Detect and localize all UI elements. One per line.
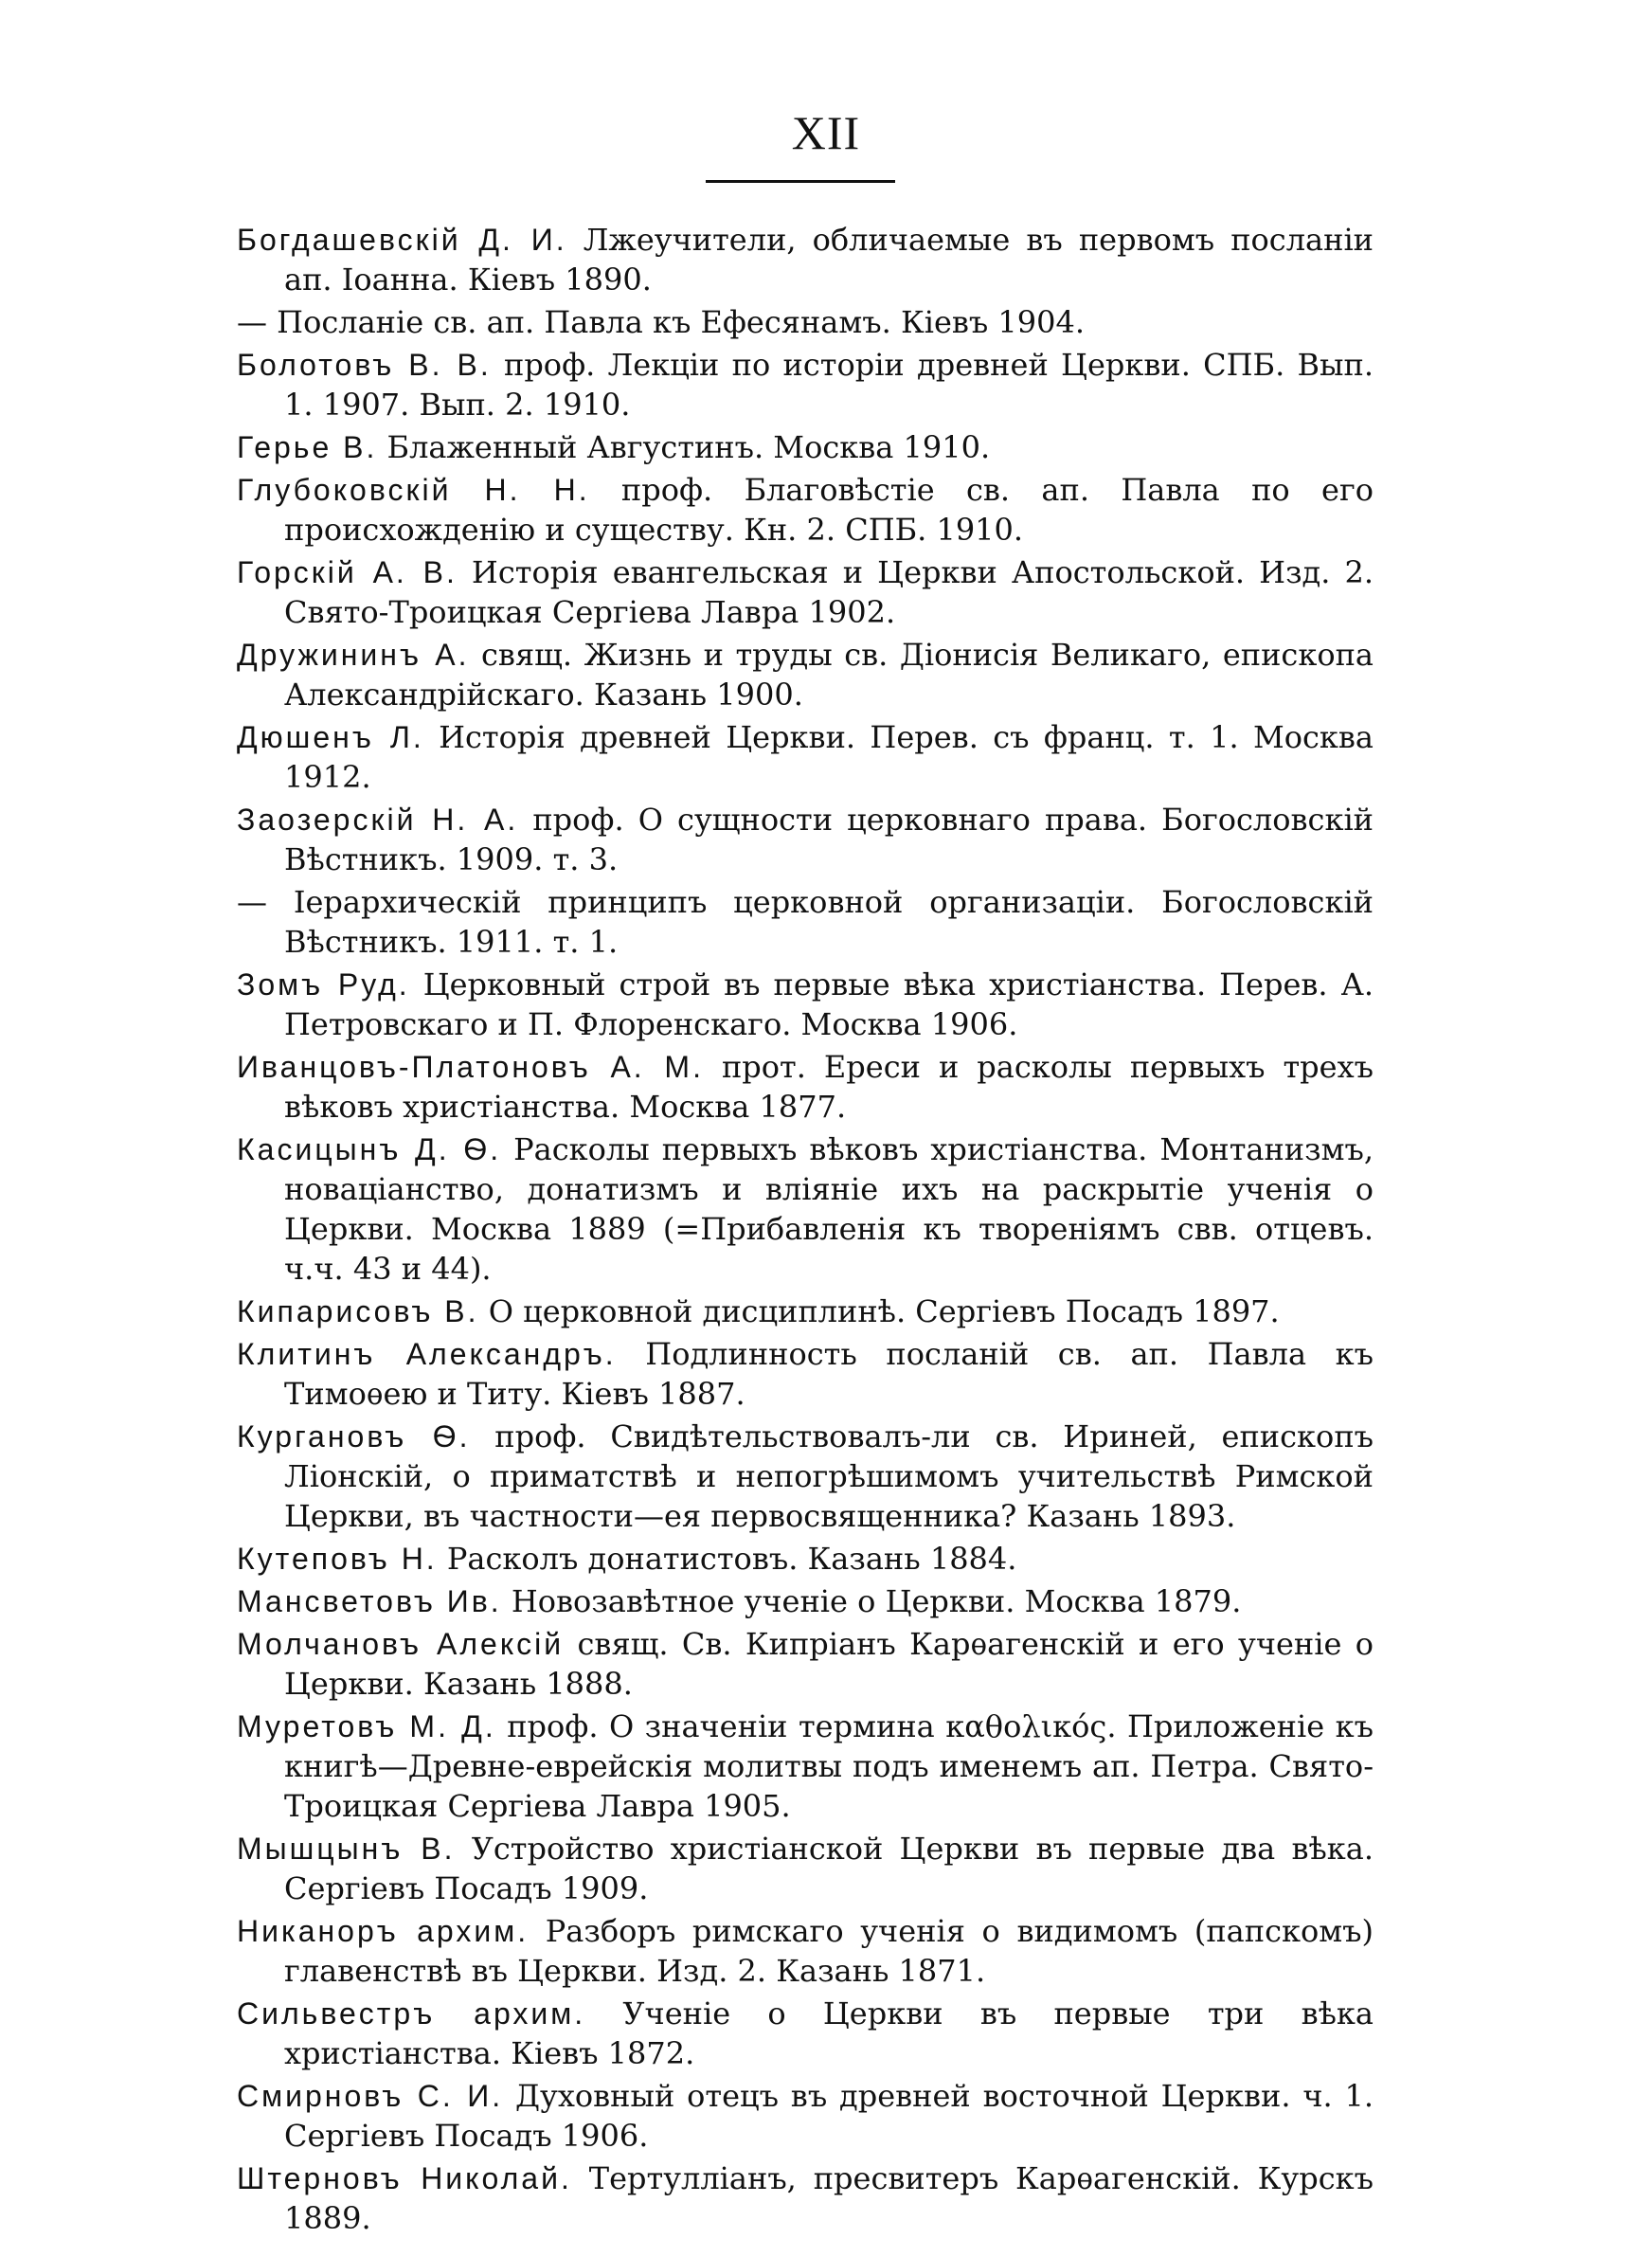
bibliography-entry (237, 1994, 1374, 2073)
entry-text: проф. О значеніи термина καθολικός. Приложеніе къ книгѣ—Древне-еврейскія молитвы подъ именемъ ап. Петра. Свято-Троицкая Сергіева Лавра 1905. (284, 1708, 1374, 1824)
bibliography-entry (237, 470, 1374, 550)
entry-text: проф. О сущности церковнаго права. Богословскій Вѣстникъ. 1909. т. 3. (284, 802, 1374, 877)
entry-text: Новозавѣтное ученіе о Церкви. Москва 1879. (501, 1583, 1242, 1619)
entry-author: Муретовъ М. Д. (237, 1709, 496, 1743)
entry-text: Расколы первыхъ вѣковъ христіанства. Монтанизмъ, новаціанство, донатизмъ и вліяніе ихъ на раскрытіе ученія о Церкви. Москва 1889 (=Прибавленія къ твореніямъ свв. отцевъ. ч.ч. 43 и 44). (284, 1131, 1374, 1287)
bibliography-entry (237, 1334, 1374, 1414)
entry-text: проф. Лекціи по исторіи древней Церкви. СПБ. Вып. 1. 1907. Вып. 2. 1910. (284, 347, 1374, 423)
bibliography-entry (237, 345, 1374, 424)
entry-text: Расколъ донатистовъ. Казань 1884. (437, 1541, 1017, 1577)
entry-text: — Іерархическій принципъ церковной организаціи. Богословскій Вѣстникъ. 1911. т. 1. (237, 884, 1374, 960)
entry-author: Штерновъ Николай. (237, 2161, 572, 2195)
entry-text: Церковный строй въ первые вѣка христіанства. Перев. А. Петровскаго и П. Флоренскаго. Москва 1906. (284, 966, 1374, 1042)
bibliography-entry (237, 1829, 1374, 1908)
entry-text: Разборъ римскаго ученія о видимомъ (папскомъ) главенствѣ въ Церкви. Изд. 2. Казань 1871. (284, 1913, 1374, 1989)
entry-author: Зомъ Руд. (237, 967, 410, 1002)
entry-author: Кипарисовъ В. (237, 1294, 479, 1328)
entry-text: Духовный отецъ въ древней восточной Церкви. ч. 1. Сергіевъ Посадъ 1906. (284, 2078, 1374, 2154)
bibliography-entry (237, 717, 1374, 797)
entry-text: свящ. Св. Кипріанъ Карѳагенскій и его ученіе о Церкви. Казань 1888. (284, 1626, 1374, 1702)
bibliography-entry (237, 1129, 1374, 1289)
entry-text: Исторія евангельская и Церкви Апостольской. Изд. 2. Свято-Троицкая Сергіева Лавра 1902. (284, 554, 1374, 630)
bibliography-entry (237, 1581, 1374, 1621)
entry-author: Иванцовъ-Платоновъ А. М. (237, 1050, 704, 1084)
entry-text: Подлинность посланій св. ап. Павла къ Тимоѳею и Титу. Кіевъ 1887. (284, 1336, 1374, 1412)
header-rule (706, 180, 895, 183)
entry-text: Лжеучители, обличаемые въ первомъ посланіи ап. Іоанна. Кіевъ 1890. (284, 222, 1374, 298)
entry-author: Никаноръ архим. (237, 1914, 530, 1948)
entry-text: Исторія древней Церкви. Перев. съ франц. т. 1. Москва 1912. (284, 719, 1374, 795)
bibliography-entry (237, 1539, 1374, 1579)
entry-author: Герье В. (237, 430, 378, 464)
entry-author: Богдашевскій Д. И. (237, 223, 567, 257)
entry-text: проф. Свидѣтельствовалъ-ли св. Ириней, епископъ Ліонскій, о приматствѣ и непогрѣшимомъ учительствѣ Римской Церкви, въ частности—ея первосвященника? Казань 1893. (284, 1418, 1374, 1534)
entry-author: Горскій А. В. (237, 555, 458, 589)
entry-author: Болотовъ В. В. (237, 348, 492, 382)
entry-text: Тертулліанъ, пресвитеръ Карѳагенскій. Курскъ 1889. (284, 2160, 1374, 2236)
entry-text: Ученіе о Церкви въ первые три вѣка христіанства. Кіевъ 1872. (284, 1995, 1374, 2071)
entry-text: свящ. Жизнь и труды св. Діонисія Великаго, епископа Александрійскаго. Казань 1900. (284, 637, 1374, 713)
entry-text: проф. Благовѣстіе св. ап. Павла по его происхожденію и существу. Кн. 2. СПБ. 1910. (284, 472, 1374, 548)
bibliography-entry (237, 1706, 1374, 1826)
entry-text: Устройство христіанской Церкви въ первые два вѣка. Сергіевъ Посадъ 1909. (284, 1831, 1374, 1906)
entry-text: — Посланіе св. ап. Павла къ Ефесянамъ. Кіевъ 1904. (237, 304, 1086, 340)
bibliography-entry (237, 1911, 1374, 1991)
entry-text: Блаженный Августинъ. Москва 1910. (377, 429, 991, 465)
bibliography-entry (237, 800, 1374, 879)
entry-author: Клитинъ Александръ. (237, 1337, 617, 1371)
bibliography-entry (237, 427, 1374, 467)
entry-author: Мансветовъ Ив. (237, 1584, 502, 1618)
bibliography-entry (237, 1417, 1374, 1536)
bibliography-entry (237, 1624, 1374, 1704)
entry-author: Кутеповъ Н. (237, 1542, 438, 1576)
entry-text: прот. Ереси и расколы первыхъ трехъ вѣковъ христіанства. Москва 1877. (284, 1049, 1374, 1125)
page-number: XII (791, 106, 861, 159)
entry-author: Молчановъ Алексій (237, 1627, 565, 1661)
bibliography-entry (237, 965, 1374, 1044)
bibliography-entry (237, 635, 1374, 714)
entry-author: Мышцынъ В. (237, 1832, 456, 1866)
entry-author: Глубоковскій Н. Н. (237, 473, 590, 507)
entry-author: Касицынъ Д. Ѳ. (237, 1132, 502, 1166)
entry-author: Смирновъ С. И. (237, 2079, 504, 2113)
entry-author: Сильвестръ архим. (237, 1996, 586, 2031)
entry-author: Заозерскій Н. А. (237, 803, 519, 837)
entry-author: Дружининъ А. (237, 638, 470, 672)
bibliography-entry (237, 552, 1374, 632)
bibliography-entry (237, 302, 1374, 342)
bibliography-entry (237, 882, 1374, 962)
bibliography-entry (237, 1047, 1374, 1127)
entry-text: О церковной дисциплинѣ. Сергіевъ Посадъ 1897. (478, 1293, 1280, 1329)
bibliography-entry (237, 2158, 1374, 2238)
entry-author: Дюшенъ Л. (237, 720, 424, 754)
bibliography-list (237, 220, 1374, 2241)
entry-author: Кургановъ Ѳ. (237, 1419, 471, 1454)
bibliography-entry (237, 1291, 1374, 1331)
bibliography-entry (237, 220, 1374, 299)
bibliography-entry (237, 2076, 1374, 2156)
